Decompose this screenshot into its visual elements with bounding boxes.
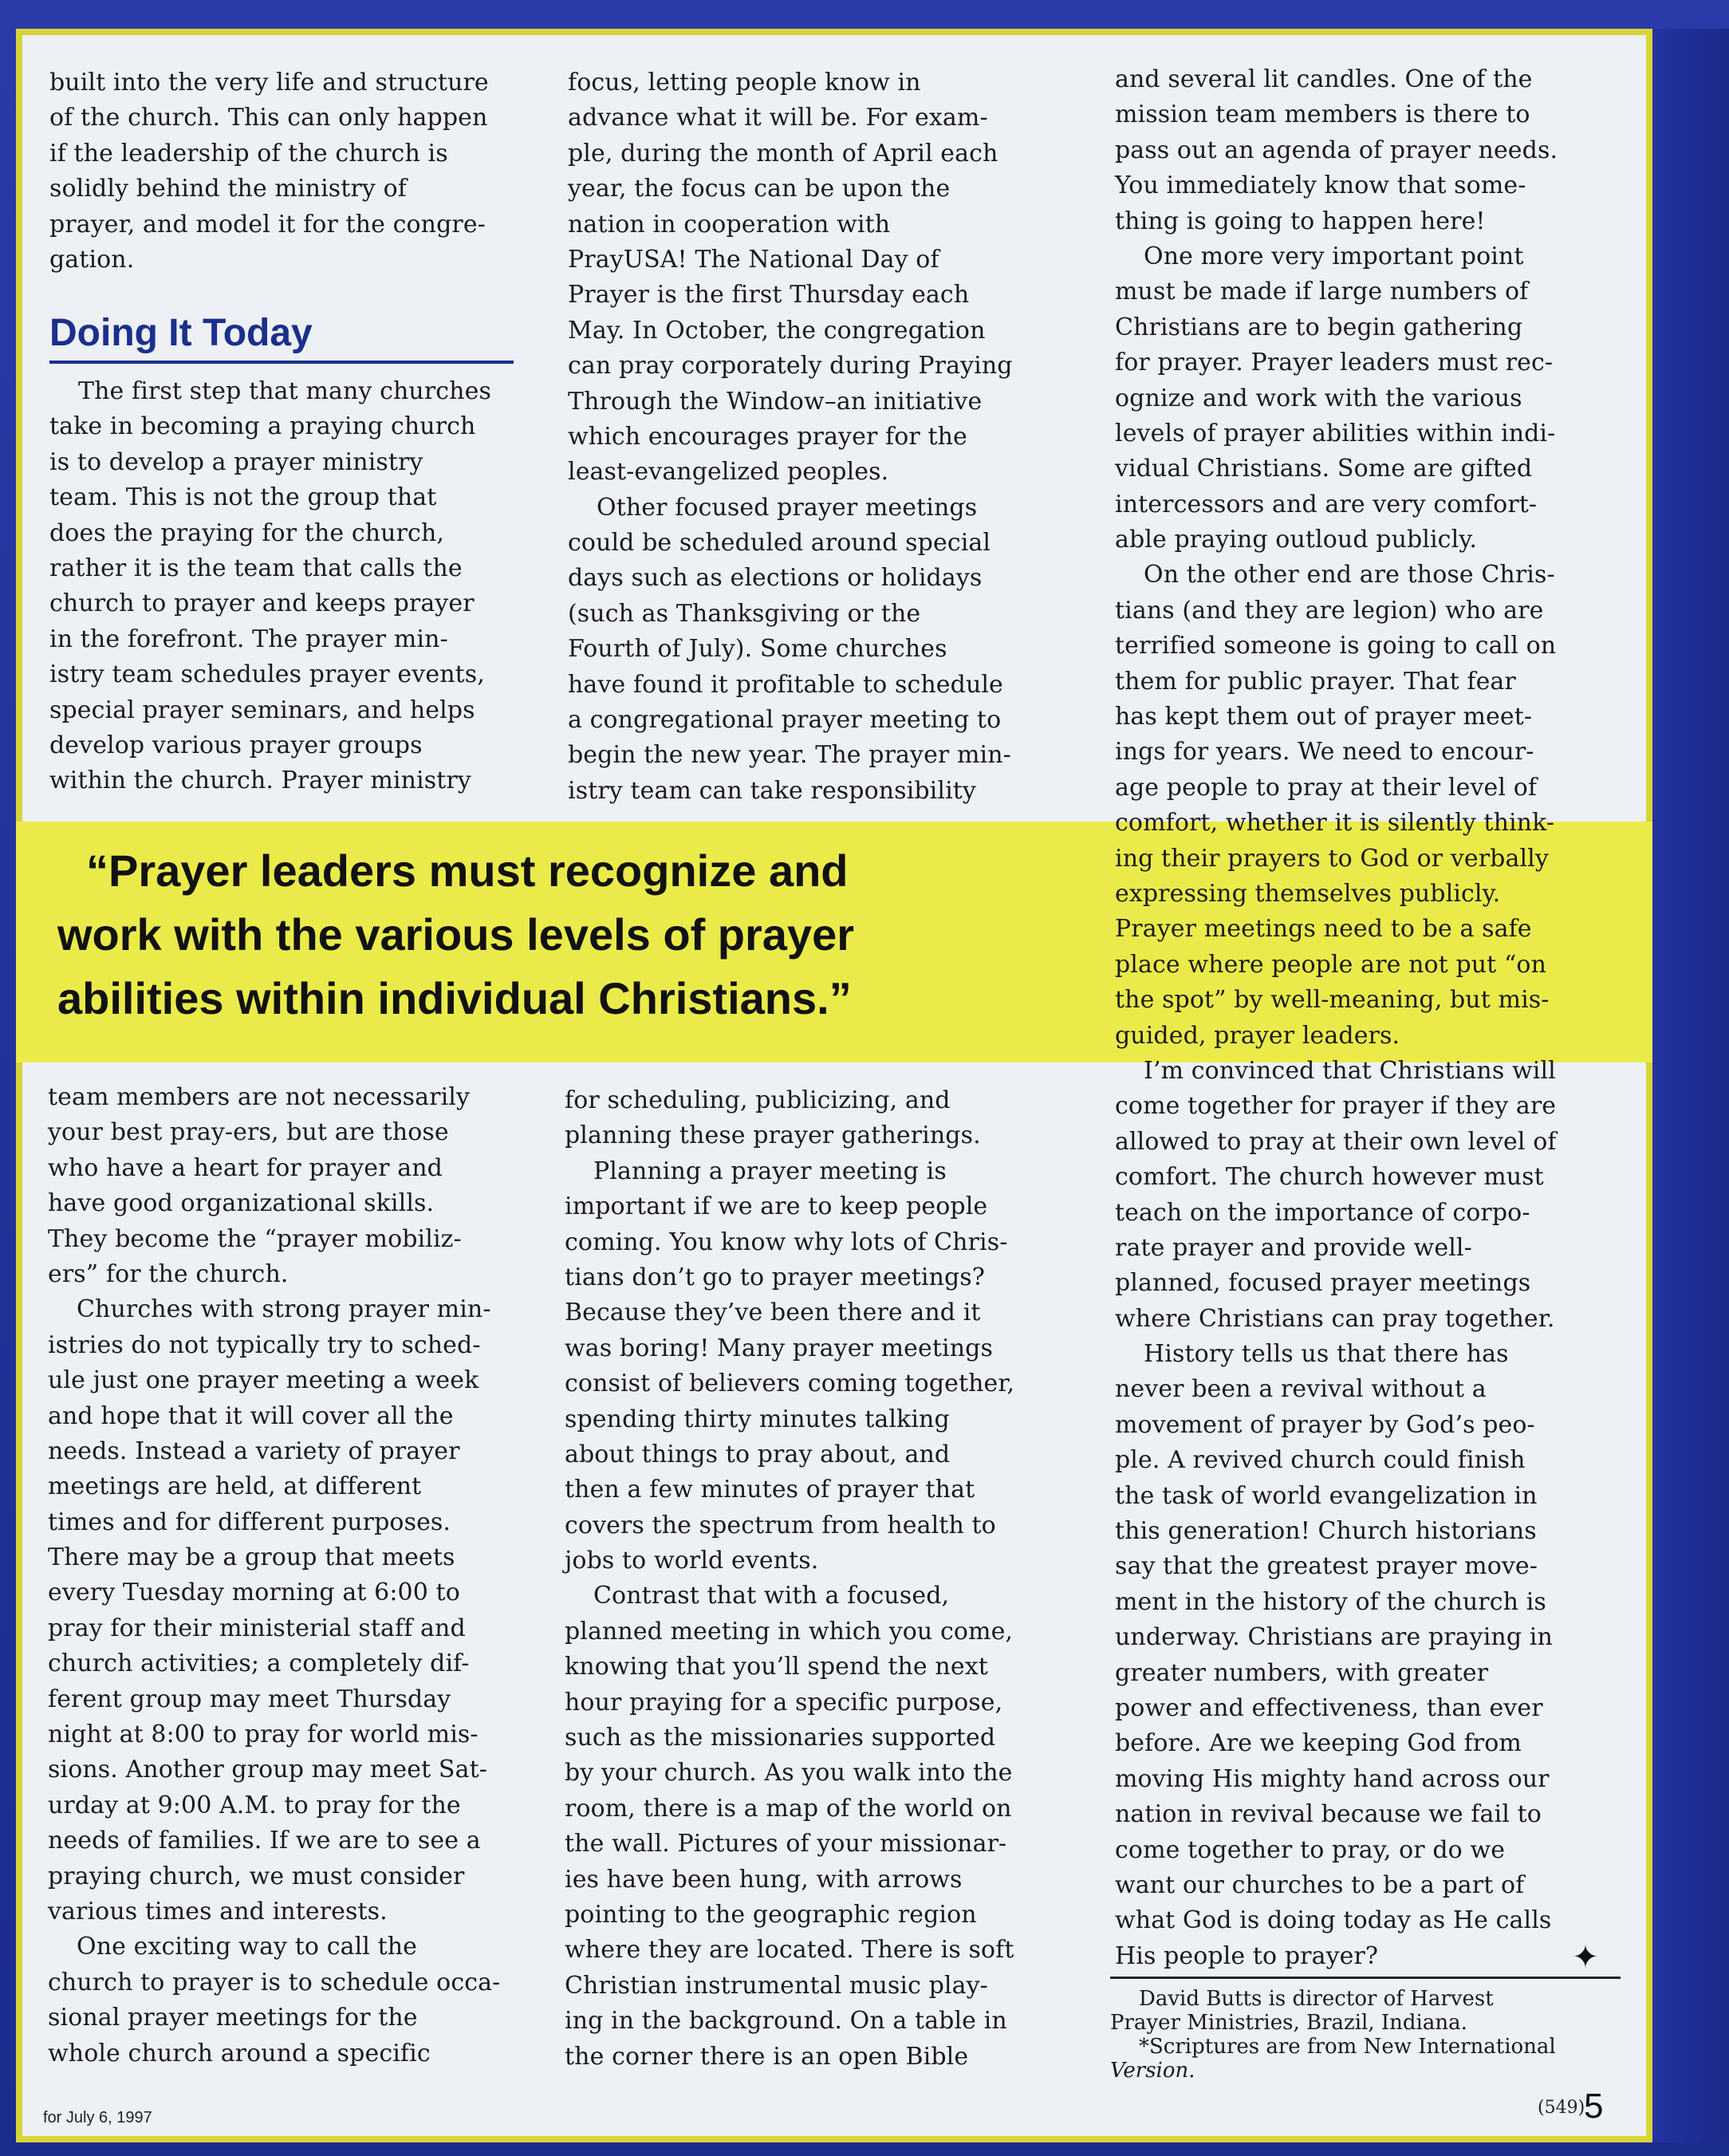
text-line: tians (and they are legion) who are (1115, 596, 1544, 625)
text-line: whole church around a specific (48, 2039, 431, 2067)
text-line: gation. (49, 245, 135, 274)
text-line: Because they’ve been there and it (565, 1299, 981, 1327)
text-line: They become the “prayer mobiliz- (48, 1224, 462, 1253)
text-line: nation in revival because we fail to (1115, 1800, 1542, 1829)
text-line: was boring! Many prayer meetings (565, 1334, 993, 1362)
text-line: team. This is not the group that (49, 483, 437, 512)
text-line: come together to pray, or do we (1115, 1835, 1506, 1864)
text-line: intercessors and are very comfort- (1115, 490, 1538, 518)
text-line: have good organizational skills. (48, 1189, 435, 1218)
text-line: the task of world evangelization in (1115, 1481, 1538, 1510)
text-line: May. In October, the congregation (568, 316, 986, 345)
text-line: ing their prayers to God or verbally (1115, 844, 1549, 873)
text-line: (such as Thanksgiving or the (568, 599, 921, 628)
text-line: covers the spectrum from health to (565, 1511, 996, 1539)
text-line: urday at 9:00 A.M. to pray for the (48, 1791, 461, 1819)
text-line: if the leadership of the church is (49, 139, 448, 168)
text-line: must be made if large numbers of (1115, 278, 1529, 306)
text-line: pointing to the geographic region (565, 1900, 977, 1929)
text-line: church to prayer is to schedule occa- (48, 1968, 501, 1996)
text-line: spending thirty minutes talking (565, 1405, 950, 1433)
text-line: There may be a group that meets (48, 1543, 455, 1572)
text-line: praying church, we must consider (48, 1862, 465, 1890)
text-line: Other focused prayer meetings (597, 493, 978, 522)
text-line: planned meeting in which you come, (565, 1617, 1014, 1646)
text-line: Christian instrumental music play- (565, 1971, 988, 2000)
bio-line: Version. (1110, 2059, 1195, 2083)
text-line: ment in the history of the church is (1115, 1587, 1546, 1616)
text-line: moving His mighty hand across our (1115, 1764, 1550, 1793)
text-line: pray for their ministerial staff and (48, 1614, 466, 1642)
column-1-mid (49, 374, 491, 799)
bio-line: David Butts is director of Harvest (1139, 1987, 1494, 2011)
text-line: before. Are we keeping God from (1115, 1729, 1522, 1758)
text-line: is to develop a prayer ministry (49, 447, 423, 476)
bio-line: Prayer Ministries, Brazil, Indiana. (1110, 2011, 1467, 2035)
text-line: movement of prayer by God’s peo- (1115, 1410, 1535, 1439)
text-line: various times and interests. (48, 1897, 388, 1925)
text-line: consist of believers coming together, (565, 1370, 1015, 1398)
text-line: and several lit candles. One of the (1115, 65, 1533, 93)
text-line: has kept them out of prayer meet- (1115, 703, 1533, 731)
text-line: On the other end are those Chris- (1144, 561, 1555, 589)
text-line: every Tuesday morning at 6:00 to (48, 1579, 460, 1607)
footer-code: (549) (1538, 2098, 1585, 2118)
text-line: expressing themselves publicly. (1115, 879, 1501, 908)
text-line: by your church. As you walk into the (565, 1759, 1013, 1787)
text-line: want our churches to be a part of (1115, 1870, 1525, 1899)
text-line: your best pray-ers, but are those (48, 1118, 449, 1147)
text-line: meetings are held, at different (48, 1472, 422, 1501)
text-line: days such as elections or holidays (568, 564, 983, 593)
text-line: them for public prayer. That fear (1115, 667, 1516, 696)
text-line: ers” for the church. (48, 1259, 289, 1288)
text-line: come together for prayer if they are (1115, 1092, 1557, 1121)
text-line: ies have been hung, with arrows (565, 1865, 963, 1894)
text-line: hour praying for a specific purpose, (565, 1688, 1003, 1717)
text-line: take in becoming a praying church (49, 412, 476, 441)
text-line: Prayer meetings need to be a safe (1115, 915, 1532, 944)
text-line: PrayUSA! The National Day of (568, 245, 939, 274)
text-line: planned, focused prayer meetings (1115, 1269, 1531, 1298)
text-line: jobs to world events. (565, 1547, 819, 1575)
text-line: what God is doing today as He calls (1115, 1906, 1552, 1935)
text-line: focus, letting people know in (568, 69, 921, 97)
text-line: for scheduling, publicizing, and (565, 1086, 951, 1114)
text-line: which encourages prayer for the (568, 422, 967, 451)
text-line: comfort, whether it is silently think- (1115, 809, 1555, 838)
author-bio (1110, 1977, 1621, 2083)
text-line: the corner there is an open Bible (565, 2042, 969, 2071)
text-line: teach on the importance of corpo- (1115, 1198, 1530, 1227)
text-line: abilities within individual Christians.” (57, 973, 852, 1023)
text-line: ple. A revived church could finish (1115, 1446, 1526, 1475)
text-line: History tells us that there has (1144, 1340, 1509, 1369)
text-line: ing in the background. On a table in (565, 2007, 1007, 2036)
column-1-bottom (48, 1080, 500, 2071)
text-line: mission team members is there to (1115, 101, 1530, 129)
section-heading: Doing It Today (49, 309, 514, 364)
text-line: age people to pray at their level of (1115, 773, 1538, 802)
text-line: ule just one prayer meeting a week (48, 1366, 479, 1395)
text-line: this generation! Church historians (1115, 1517, 1537, 1546)
text-line: Churches with strong prayer min- (77, 1295, 491, 1324)
text-line: istry team can take responsibility (568, 776, 976, 805)
text-line: year, the focus can be upon the (568, 175, 951, 203)
text-line: One exciting way to call the (77, 1933, 418, 1961)
text-line: rather it is the team that calls the (49, 554, 463, 582)
text-line: needs. Instead a variety of prayer (48, 1437, 460, 1465)
end-mark-icon: ✦ (1572, 1939, 1599, 1976)
column-3 (1115, 62, 1558, 1974)
text-line: have found it profitable to schedule (568, 670, 1003, 699)
text-line: then a few minutes of prayer that (565, 1476, 975, 1504)
text-line: about things to pray about, and (565, 1440, 951, 1468)
text-line: within the church. Prayer ministry (49, 767, 471, 795)
text-line: Through the Window–an initiative (568, 387, 983, 416)
text-line: istries do not typically try to sched- (48, 1330, 481, 1359)
text-line: underway. Christians are praying in (1115, 1623, 1553, 1652)
text-line: tians don’t go to prayer meetings? (565, 1263, 985, 1291)
text-line: where Christians can pray together. (1115, 1304, 1555, 1333)
text-line: who have a heart for prayer and (48, 1153, 443, 1182)
text-line: work with the various levels of prayer (57, 909, 855, 960)
text-line: Contrast that with a focused, (593, 1582, 950, 1610)
text-line: needs of families. If we are to see a (48, 1827, 481, 1855)
text-line: ings for years. We need to encour- (1115, 738, 1534, 767)
text-line: able praying outloud publicly. (1115, 526, 1477, 554)
text-line: Planning a prayer meeting is (593, 1157, 947, 1185)
text-line: can pray corporately during Praying (568, 352, 1013, 380)
text-line: “Prayer leaders must recognize and (86, 845, 849, 896)
text-line: night at 8:00 to pray for world mis- (48, 1720, 479, 1749)
text-line: least-evangelized peoples. (568, 458, 889, 487)
text-line: ple, during the month of April each (568, 139, 998, 168)
text-line: ferent group may meet Thursday (48, 1685, 451, 1713)
text-line: nation in cooperation with (568, 210, 891, 238)
text-line: times and for different purposes. (48, 1508, 451, 1536)
text-line: solidly behind the ministry of (49, 175, 407, 203)
text-line: planning these prayer gatherings. (565, 1121, 981, 1150)
text-line: comfort. The church however must (1115, 1163, 1544, 1192)
text-line: levels of prayer abilities within indi- (1115, 419, 1556, 447)
text-line: important if we are to keep people (565, 1192, 988, 1221)
text-line: a congregational prayer meeting to (568, 706, 1002, 735)
page-number: 5 (1584, 2087, 1604, 2126)
text-line: His people to prayer? (1115, 1941, 1379, 1970)
text-line: terrified someone is going to call on (1115, 632, 1557, 660)
text-line: room, there is a map of the world on (565, 1794, 1012, 1823)
text-line: of the church. This can only happen (49, 104, 488, 132)
text-line: prayer, and model it for the congre- (49, 210, 486, 238)
text-line: sions. Another group may meet Sat- (48, 1756, 487, 1784)
text-line: say that the greatest prayer move- (1115, 1552, 1538, 1581)
text-line: istry team schedules prayer events, (49, 660, 485, 689)
text-line: church to prayer and keeps prayer (49, 589, 475, 618)
text-line: begin the new year. The prayer min- (568, 741, 1011, 770)
text-line: thing is going to happen here! (1115, 207, 1486, 235)
text-line: sional prayer meetings for the (48, 2004, 418, 2032)
text-line: allowed to pray at their own level of (1115, 1127, 1557, 1156)
column-2-top (568, 65, 1013, 809)
text-line: develop various prayer groups (49, 731, 423, 759)
text-line: You immediately know that some- (1115, 171, 1526, 200)
text-line: One more very important point (1144, 242, 1524, 270)
text-line: where they are located. There is soft (565, 1936, 1014, 1965)
blue-edge-strip (1652, 29, 1729, 2142)
column-1-top (49, 65, 489, 278)
text-line: advance what it will be. For exam- (568, 104, 988, 132)
text-line: the wall. Pictures of your missionar- (565, 1830, 1007, 1858)
text-line: I’m convinced that Christians will (1144, 1056, 1556, 1085)
bio-line: *Scriptures are from New International (1139, 2035, 1556, 2059)
column-2-bottom (565, 1083, 1014, 2075)
text-line: does the praying for the church, (49, 518, 445, 547)
footer-date: for July 6, 1997 (43, 2109, 152, 2126)
text-line: Christians are to begin gathering (1115, 313, 1523, 341)
text-line: pass out an agenda of prayer needs. (1115, 136, 1558, 164)
text-line: Fourth of July). Some churches (568, 635, 947, 664)
text-line: greater numbers, with greater (1115, 1658, 1489, 1687)
text-line: rate prayer and provide well- (1115, 1233, 1472, 1262)
text-line: never been a revival without a (1115, 1375, 1487, 1404)
text-line: such as the missionaries supported (565, 1724, 996, 1752)
text-line: vidual Christians. Some are gifted (1115, 455, 1533, 483)
text-line: knowing that you’ll spend the next (565, 1653, 988, 1681)
text-line: built into the very life and structure (49, 69, 489, 97)
text-line: could be scheduled around special (568, 529, 991, 558)
text-line: place where people are not put “on (1115, 950, 1546, 979)
text-line: The first step that many churches (78, 377, 491, 405)
text-line: Prayer is the first Thursday each (568, 281, 970, 309)
text-line: coming. You know why lots of Chris- (565, 1228, 1008, 1256)
text-line: guided, prayer leaders. (1115, 1021, 1400, 1050)
text-line: and hope that it will cover all the (48, 1401, 454, 1430)
pull-quote (57, 839, 1078, 1031)
text-line: for prayer. Prayer leaders must rec- (1115, 349, 1554, 377)
text-line: the spot” by well-meaning, but mis- (1115, 986, 1550, 1015)
text-line: in the forefront. The prayer min- (49, 625, 448, 653)
text-line: power and effectiveness, than ever (1115, 1693, 1543, 1722)
text-line: team members are not necessarily (48, 1083, 471, 1111)
text-line: special prayer seminars, and helps (49, 696, 475, 724)
text-line: church activities; a completely dif- (48, 1650, 470, 1678)
text-line: ognize and work with the various (1115, 384, 1522, 412)
